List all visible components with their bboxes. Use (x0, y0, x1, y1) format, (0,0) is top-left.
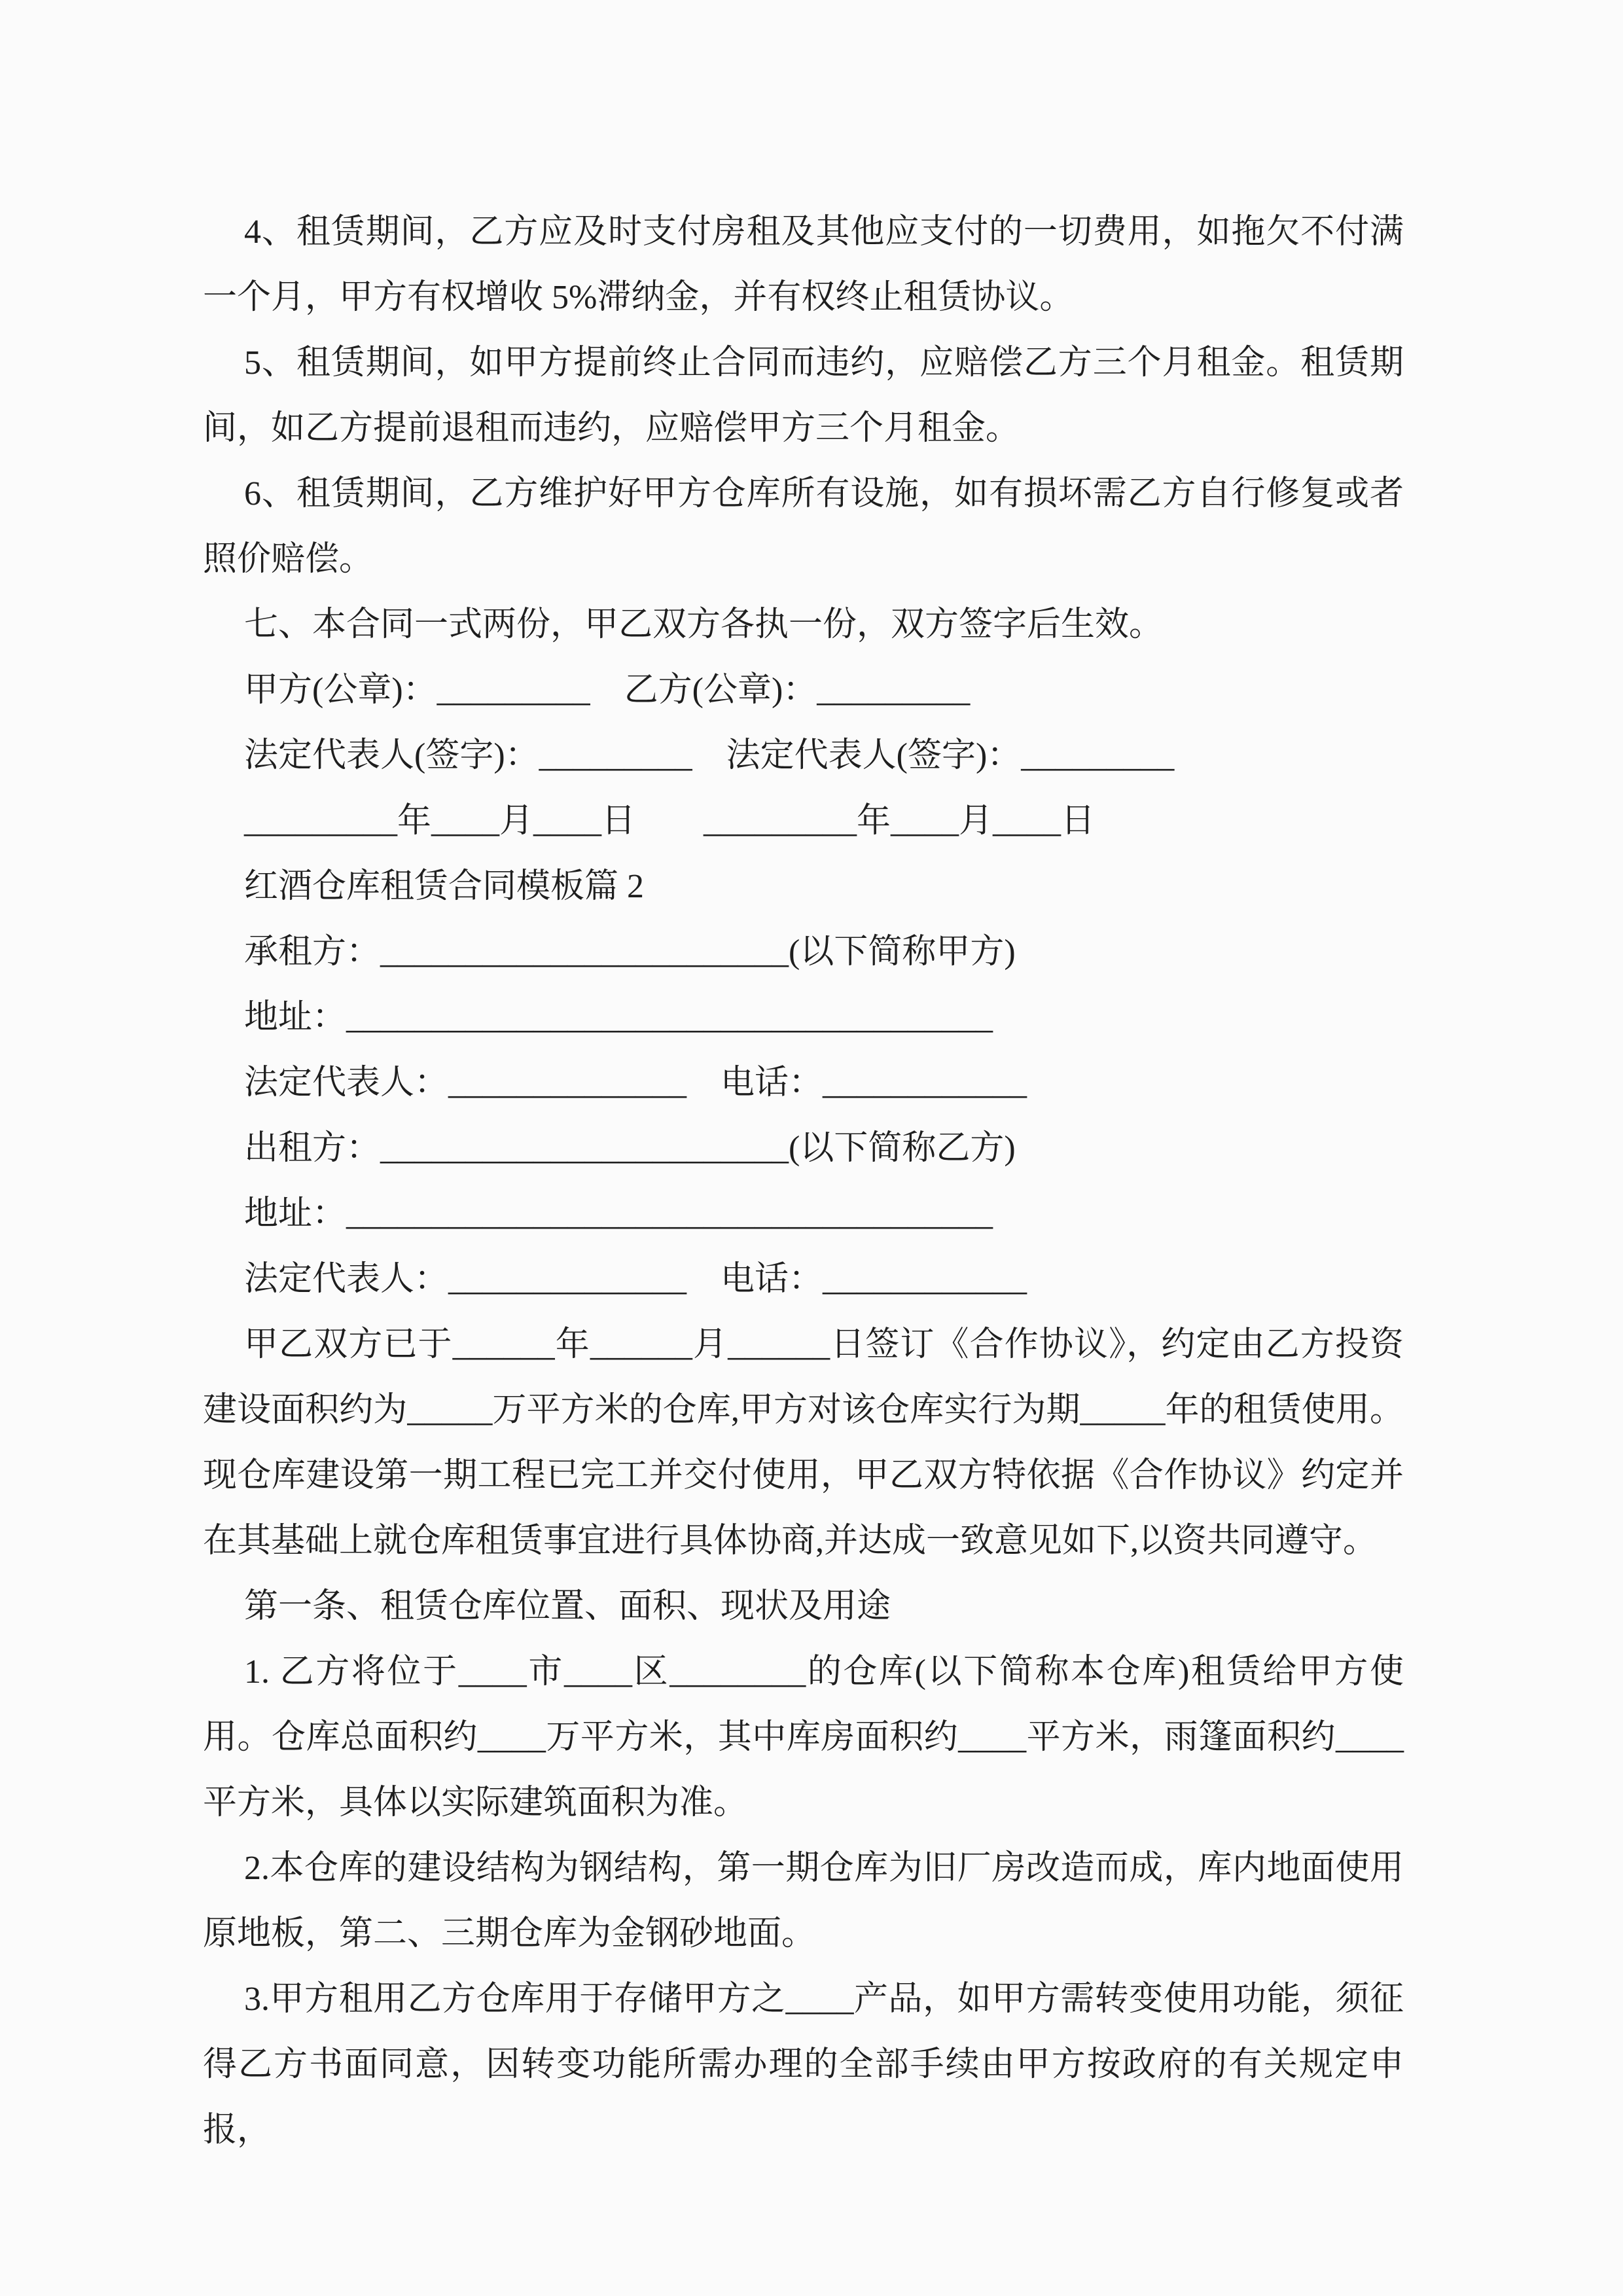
preamble-cooperation-agreement: 甲乙双方已于______年______月______日签订《合作协议》，约定由乙方投资建设面积约为_____万平方米的仓库,甲方对该仓库实行为期_____年的租赁使用。现仓库建设第一期工程已完工并交付使用，甲乙双方特依据《合作协议》约定并在其基础上就仓库租赁事宜进行具体协商,并达成一致意见如下,以资共同遵守。 (203, 1326, 1404, 1560)
clause-breach-compensation-item-5: 5、租赁期间，如甲方提前终止合同而违约，应赔偿乙方三个月租金。租赁期间，如乙方提前退租而违约，应赔偿甲方三个月租金。 (203, 344, 1404, 447)
lessee-name-line: 承租方：________________________(以下简称甲方) (244, 933, 1016, 971)
clause-copies-article-7: 七、本合同一式两份，甲乙双方各执一份，双方签字后生效。 (244, 606, 1164, 643)
legal-representative-sign-line: 法定代表人(签字)：_________ 法定代表人(签字)：_________ (244, 737, 1175, 774)
article-1-heading: 第一条、租赁仓库位置、面积、现状及用途 (244, 1588, 891, 1625)
lessor-name-line: 出租方：________________________(以下简称乙方) (244, 1130, 1016, 1167)
clause-facility-maintenance-item-6: 6、租赁期间，乙方维护好甲方仓库所有设施，如有损坏需乙方自行修复或者照价赔偿。 (203, 475, 1404, 578)
lessor-address-line: 地址：______________________________________ (244, 1195, 993, 1232)
lessee-address-line: 地址：______________________________________ (244, 999, 993, 1036)
signature-seal-line: 甲方(公章)：_________ 乙方(公章)：_________ (244, 672, 971, 709)
signature-date-line: _________年____月____日 _________年____月____日 (244, 802, 1096, 840)
article-1-item-3-usage: 3.甲方租用乙方仓库用于存储甲方之____产品，如甲方需转变使用功能，须征得乙方书面同意，因转变功能所需办理的全部手续由甲方按政府的有关规定申报， (203, 1981, 1404, 2149)
article-1-item-2-structure: 2.本仓库的建设结构为钢结构，第一期仓库为旧厂房改造而成，库内地面使用原地板，第二、三期仓库为金钢砂地面。 (203, 1850, 1404, 1952)
template-2-heading: 红酒仓库租赁合同模板篇 2 (244, 868, 645, 905)
article-1-item-1-location-area: 1. 乙方将位于____市____区________的仓库(以下简称本仓库)租赁给甲方使用。仓库总面积约____万平方米，其中库房面积约____平方米，雨篷面积约____平方米，具体以实际建筑面积为准。 (203, 1653, 1404, 1821)
lessee-legal-rep-phone-line: 法定代表人：______________ 电话：____________ (244, 1064, 1027, 1102)
clause-rent-payment-item-4: 4、租赁期间，乙方应及时支付房租及其他应支付的一切费用，如拖欠不付满一个月，甲方有权增收 5%滞纳金，并有权终止租赁协议。 (203, 213, 1404, 316)
lessor-legal-rep-phone-line: 法定代表人：______________ 电话：____________ (244, 1261, 1027, 1298)
